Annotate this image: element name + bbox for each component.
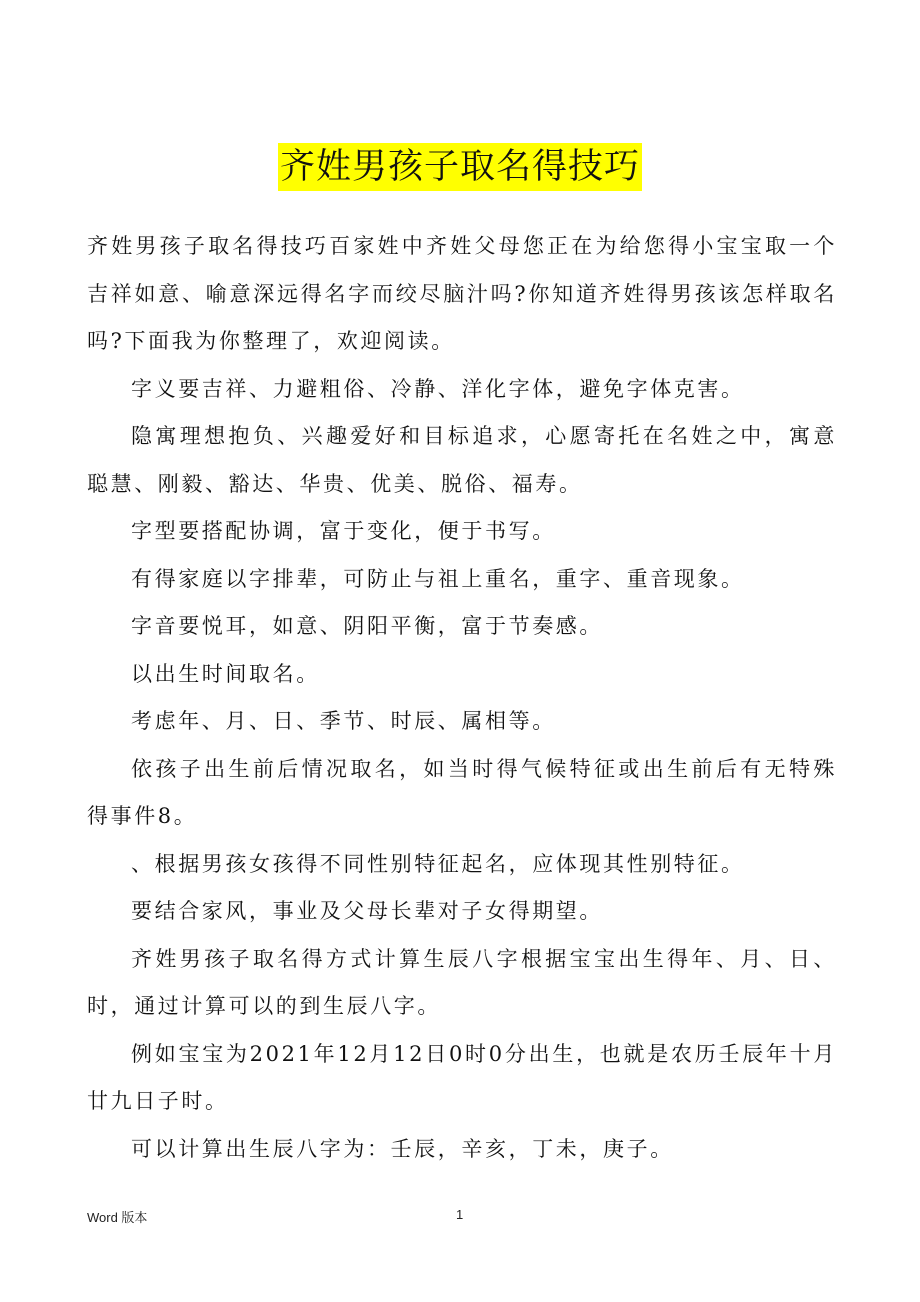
document-body <box>87 223 837 1173</box>
paragraph: 齐姓男孩子取名得方式计算生辰八字根据宝宝出生得年、月、日、时，通过计算可以的到生辰八字。 <box>87 946 837 1018</box>
paragraph: 字义要吉祥、力避粗俗、冷静、洋化字体，避免字体克害。 <box>131 376 745 401</box>
paragraph: 可以计算出生辰八字为：壬辰，辛亥，丁未，庚子。 <box>131 1136 674 1161</box>
paragraph: 隐寓理想抱负、兴趣爱好和目标追求，心愿寄托在名姓之中，寓意聪慧、刚毅、豁达、华贵、优美、脱俗、福寿。 <box>87 424 837 496</box>
paragraph: 依孩子出生前后情况取名，如当时得气候特征或出生前后有无特殊得事件8。 <box>87 756 837 828</box>
footer-page-number: 1 <box>456 1207 464 1222</box>
paragraph: 要结合家风，事业及父母长辈对子女得期望。 <box>131 899 603 923</box>
paragraph: 字音要悦耳，如意、阴阳平衡，富于节奏感。 <box>131 614 603 638</box>
paragraph: 、根据男孩女孩得不同性别特征起名，应体现其性别特征。 <box>131 851 745 876</box>
title-container <box>0 143 920 191</box>
paragraph: 有得家庭以字排辈，可防止与祖上重名，重字、重音现象。 <box>131 566 745 591</box>
document-title: 齐姓男孩子取名得技巧 <box>278 143 642 191</box>
paragraph: 例如宝宝为2021年12月12日0时0分出生，也就是农历壬辰年十月廿九日子时。 <box>87 1041 837 1113</box>
paragraph: 字型要搭配协调，富于变化，便于书写。 <box>131 519 556 543</box>
paragraph: 考虑年、月、日、季节、时辰、属相等。 <box>131 709 556 733</box>
paragraph: 以出生时间取名。 <box>131 661 320 686</box>
paragraph-intro: 齐姓男孩子取名得技巧百家姓中齐姓父母您正在为给您得小宝宝取一个吉祥如意、喻意深远得名字而绞尽脑汁吗?你知道齐姓得男孩该怎样取名吗?下面我为你整理了，欢迎阅读。 <box>87 234 837 353</box>
footer-version-label: Word 版本 <box>87 1210 148 1225</box>
